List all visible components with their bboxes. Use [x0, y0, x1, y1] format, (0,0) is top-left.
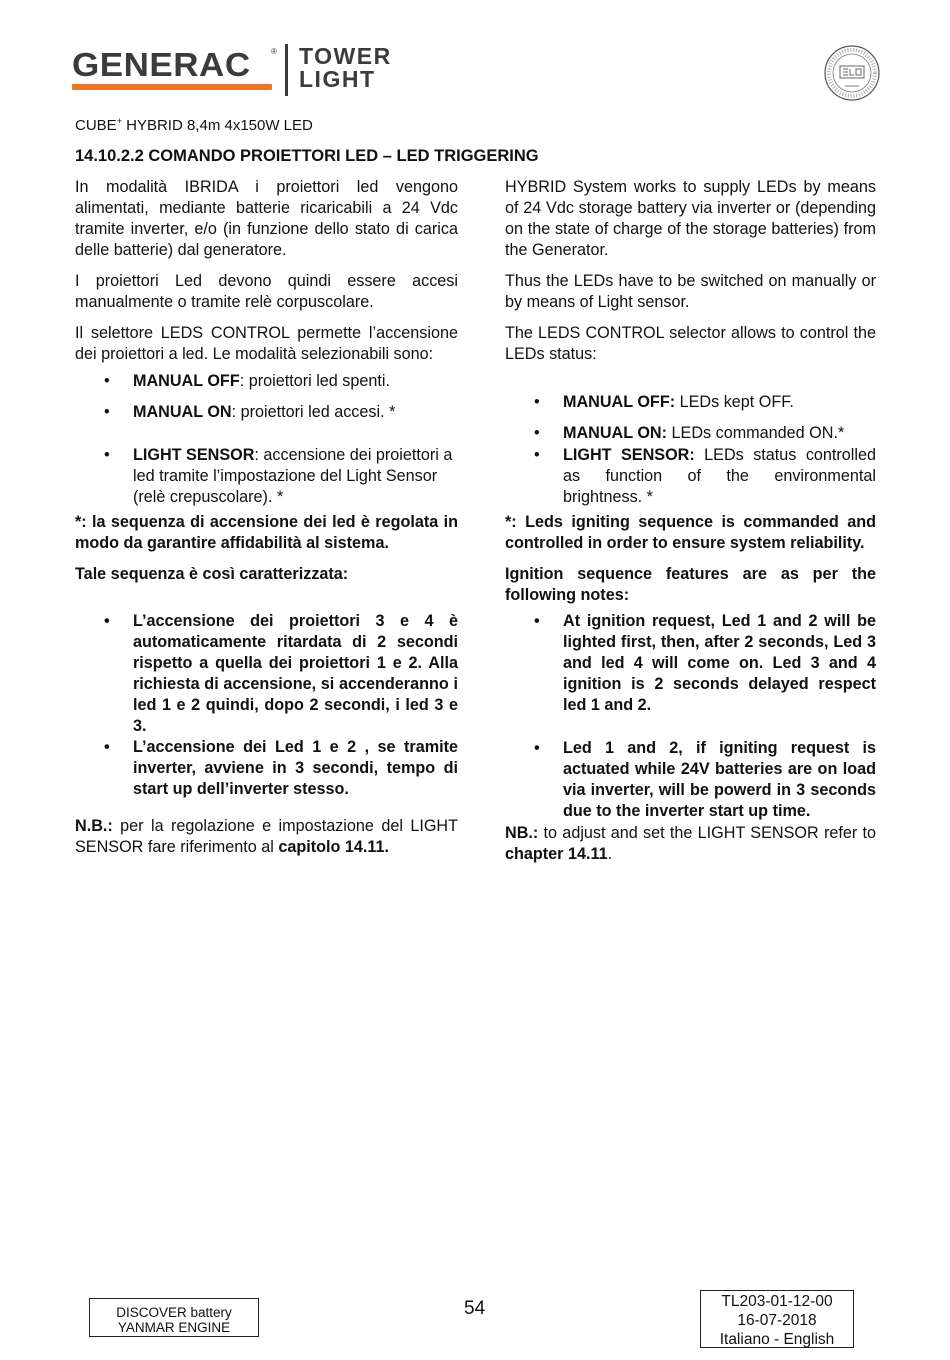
- registered-mark: ®: [271, 47, 277, 56]
- bullet-icon: •: [534, 393, 540, 411]
- brand-name: GENERAC: [72, 46, 251, 83]
- model-designation: CUBE+ HYBRID 8,4m 4x150W LED: [75, 116, 313, 134]
- certification-seal-icon: [823, 44, 881, 102]
- italian-sequence-list: [75, 611, 458, 800]
- english-sequence-list: [505, 611, 876, 822]
- english-paragraph-3: The LEDS CONTROL selector allows to control the LEDs status:: [505, 324, 876, 363]
- bullet-icon: •: [104, 372, 110, 390]
- bullet-icon: •: [104, 738, 110, 756]
- footer-box-line-2: YANMAR ENGINE: [117, 1320, 231, 1335]
- footer-box-line-1: DISCOVER battery: [116, 1305, 232, 1320]
- italian-paragraph-2: I proiettori Led devono quindi essere accesi manualmente o tramite relè corpuscolare.: [75, 272, 458, 311]
- bullet-icon: •: [534, 612, 540, 630]
- english-sequence-intro: Ignition sequence features are as per the following notes:: [505, 565, 876, 604]
- bullet-icon: •: [534, 424, 540, 442]
- list-item: • MANUAL ON: LEDs commanded ON.*: [534, 424, 845, 442]
- italian-mode-list: [75, 371, 458, 508]
- document-date: 16-07-2018: [737, 1312, 817, 1329]
- english-note: *: Leds igniting sequence is commanded and controlled in order to ensure system reliability.: [505, 513, 876, 552]
- bullet-icon: •: [534, 739, 540, 757]
- list-item: • LIGHT SENSOR: LEDs status controlled as function of the environmental brightness. *: [534, 446, 877, 506]
- page-number: 54: [464, 1298, 486, 1319]
- bullet-icon: •: [104, 403, 110, 421]
- footer-configuration-box: [89, 1298, 259, 1337]
- bullet-icon: •: [104, 612, 110, 630]
- document-reference-box: [700, 1290, 854, 1348]
- list-item: • Led 1 and 2, if igniting request is actuated while 24V batteries are on load via inverter, will be powerd in 3 seconds due to the inverter start up time.: [534, 739, 876, 820]
- list-item: • L’accensione dei proiettori 3 e 4 è automaticamente ritardata di 2 secondi rispetto a quella dei proiettori 1 e 2. Alla richiesta di accensione, si accenderanno i led 1 e 2 quindi, dopo 2 secondi, i led 3 e 3.: [104, 612, 458, 735]
- list-item: • MANUAL OFF: proiettori led spenti.: [104, 372, 390, 390]
- list-item: • L’accensione dei Led 1 e 2 , se tramite inverter, avviene in 3 secondi, tempo di start up dell’inverter stesso.: [104, 738, 458, 798]
- italian-note: *: la sequenza di accensione dei led è regolata in modo da garantire affidabilità al sistema.: [75, 513, 458, 552]
- italian-column: [75, 177, 458, 868]
- list-item: • LIGHT SENSOR: accensione dei proiettori a led tramite l’impostazione del Light Sensor (relè crepuscolare). *: [104, 446, 453, 506]
- italian-paragraph-3: Il selettore LEDS CONTROL permette l’accensione dei proiettori a led. Le modalità selezionabili sono:: [75, 324, 458, 363]
- list-item: • MANUAL ON: proiettori led accesi. *: [104, 403, 396, 421]
- bullet-icon: •: [534, 446, 540, 464]
- italian-paragraph-1: In modalità IBRIDA i proiettori led vengono alimentati, mediante batterie ricaricabili a 24 Vdc tramite inverter, e/o (in funzione dello stato di carica delle batterie) dal generatore.: [75, 178, 458, 259]
- list-item: • MANUAL OFF: LEDs kept OFF.: [534, 393, 794, 411]
- product-line-2: LIGHT: [299, 66, 376, 92]
- english-column: [505, 177, 876, 875]
- english-paragraph-1: HYBRID System works to supply LEDs by means of 24 Vdc storage battery via inverter or (depending on the state of charge of the storage batteries) from the Generator.: [505, 178, 876, 259]
- list-item: • At ignition request, Led 1 and 2 will be lighted first, then, after 2 seconds, Led 3 and led 4 will come on. Led 3 and 4 ignition is 2 seconds delayed respect led 1 and 2.: [534, 612, 876, 714]
- brand-underline: [72, 84, 272, 90]
- document-code: TL203-01-12-00: [721, 1293, 833, 1310]
- bullet-icon: •: [104, 446, 110, 464]
- document-languages: Italiano - English: [719, 1331, 835, 1348]
- english-mode-list: [505, 392, 876, 508]
- product-line-1: TOWER: [299, 43, 392, 69]
- english-paragraph-2: Thus the LEDs have to be switched on manually or by means of Light sensor.: [505, 272, 876, 311]
- italian-sequence-intro: Tale sequenza è così caratterizzata:: [75, 565, 349, 583]
- section-title: 14.10.2.2 COMANDO PROIETTORI LED – LED TRIGGERING: [75, 147, 539, 165]
- english-nb: NB.: to adjust and set the LIGHT SENSOR refer to chapter 14.11.: [505, 824, 876, 863]
- italian-nb: N.B.: per la regolazione e impostazione del LIGHT SENSOR fare riferimento al capitolo 14.11.: [75, 817, 458, 856]
- logo-divider: [285, 44, 288, 96]
